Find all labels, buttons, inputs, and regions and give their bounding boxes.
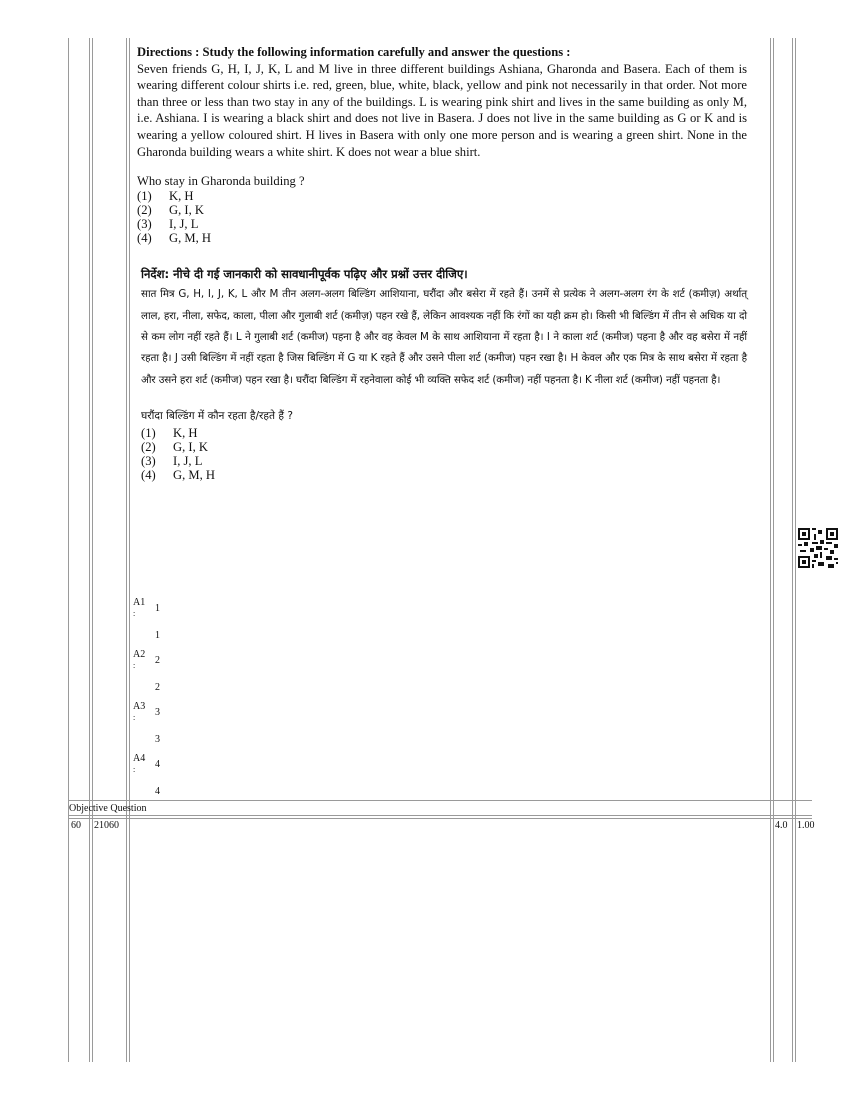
section-label: Objective Question bbox=[69, 803, 147, 814]
english-passage bbox=[137, 44, 747, 160]
grid-line bbox=[129, 38, 130, 1062]
hindi-passage: सात मित्र G, H, I, J, K, L और M तीन अलग-अलग बिल्डिंग आशियाना, घरौंदा और बसेरा में रहते हैं। उनमें से प्रत्येक ने अलग-अलग रंग के शर्ट (कमीज़) अर्थात् लाल, हरा, नीला, सफेद, काला, पीला और गुलाबी शर्ट (कमीज़) पहन रखे हैं, लेकिन आवश्यक नहीं कि रंगों का यही क्रम हो। किसी भी बिल्डिंग में तीन से अधिक या दो से कम लोग नहीं रहते हैं। L ने गुलाबी शर्ट (कमीज) पहना है और वह केवल M के साथ आशियाना में रहता है। I ने काला शर्ट (कमीज) पहना है और वह बसेरा में नहीं रहता है। J उसी बिल्डिंग में नहीं रहता है जिस बिल्डिंग में G या K रहते हैं और उसने पीला शर्ट (कमीज) पहन रखा है। H केवल और एक मित्र के साथ बसेरा में रहता है और उसने हरा शर्ट (कमीज) पहन रखा है। घरौंदा बिल्डिंग में रहनेवाला कोई भी व्यक्ति सफेद शर्ट (कमीज) नहीं पहनता है। K नीला शर्ट (कमीज) नहीं पहनता है। bbox=[141, 288, 747, 386]
grid-line bbox=[68, 38, 69, 1062]
option-item: (1) K, H bbox=[141, 426, 198, 441]
option-item: (2) G, I, K bbox=[141, 440, 208, 455]
hindi-directions: निर्देश: नीचे दी गई जानकारी को सावधानीपूर्वक पढ़िए और प्रश्नों उत्तर दीजिए। bbox=[141, 267, 468, 282]
row-divider bbox=[68, 818, 812, 819]
question-text-en: Who stay in Gharonda building ? bbox=[137, 174, 305, 189]
negative-marks-value: 1.00 bbox=[797, 820, 815, 831]
question-text-hi: घरौंदा बिल्डिंग में कौन रहता है/रहते हैं ? bbox=[141, 410, 294, 423]
grid-line bbox=[770, 38, 771, 1062]
grid-line bbox=[795, 38, 796, 1062]
row-divider bbox=[68, 800, 812, 801]
question-content bbox=[137, 44, 747, 482]
qr-code-icon bbox=[798, 528, 838, 568]
row-divider bbox=[68, 815, 812, 816]
question-id: 21060 bbox=[94, 820, 119, 831]
grid-line bbox=[773, 38, 774, 1062]
option-item: (4) G, M, H bbox=[137, 231, 211, 246]
option-item: (1) K, H bbox=[137, 189, 194, 204]
question-serial: 60 bbox=[71, 820, 81, 831]
grid-line bbox=[126, 38, 127, 1062]
options-list-en bbox=[137, 189, 747, 245]
grid-line bbox=[92, 38, 93, 1062]
option-item: (3) I, J, L bbox=[137, 217, 199, 232]
passage-text: Seven friends G, H, I, J, K, L and M live in three different buildings Ashiana, Gharonda and Basera. Each of them is wearing different colour shirts i.e. red, green, blue, white, black, yellow and pink not necessarily in that order. Not more than three or less than two stay in any of the buildings. L is wearing pink shirt and lives in the same building as only M, i.e. Ashiana. I is wearing a black shirt and does not live in Basera. J does not live in the same building as G or K and is wearing a yellow coloured shirt. H lives in Basera with only one more person and is wearing a green shirt. None in the Gharonda building wears a white shirt. K does not wear a blue shirt. bbox=[137, 61, 747, 159]
option-item: (4) G, M, H bbox=[141, 468, 215, 483]
option-item: (3) I, J, L bbox=[141, 454, 203, 469]
options-list-hi bbox=[141, 426, 747, 482]
grid-line bbox=[792, 38, 793, 1062]
grid-line bbox=[89, 38, 90, 1062]
marks-value: 4.0 bbox=[775, 820, 788, 831]
option-item: (2) G, I, K bbox=[137, 203, 204, 218]
directions-title: Directions : Study the following information carefully and answer the questions : bbox=[137, 45, 571, 59]
